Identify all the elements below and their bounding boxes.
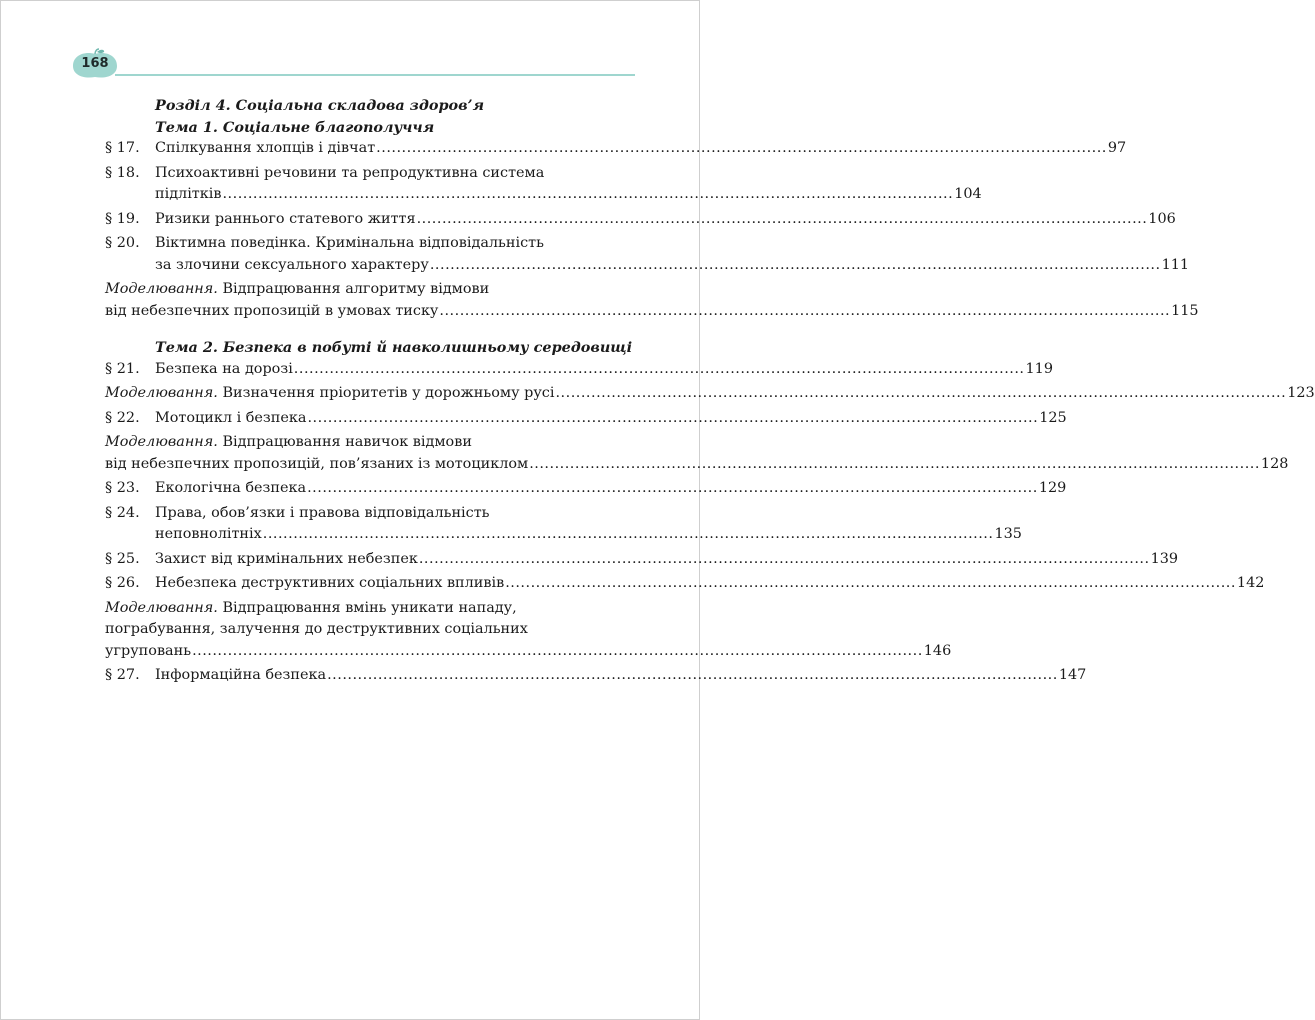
entry-title: підлітків (155, 186, 222, 202)
page-number-badge (71, 49, 119, 77)
dot-leader: ................................................................................................................................................ (418, 550, 1150, 567)
modeling-label: Моделювання. (105, 599, 218, 616)
entry-page: 147 (1058, 667, 1087, 683)
dot-leader: ................................................................................................................................................ (262, 526, 994, 542)
toc-entry[interactable] (105, 138, 1127, 160)
entry-page: 142 (1236, 575, 1265, 591)
toc-entry[interactable] (105, 209, 1176, 231)
entry-number: § 23. (105, 480, 140, 496)
topic-title: Тема 1. Соціальне благополуччя (155, 118, 435, 136)
dot-leader: ................................................................................................................................................ (439, 302, 1171, 319)
toc-entry[interactable] (105, 233, 1190, 276)
toc-entry[interactable] (105, 665, 1087, 687)
entry-title: Небезпека деструктивних соціальних впливів (155, 575, 505, 591)
toc-modeling-entry[interactable] (105, 279, 1199, 322)
entry-page: 106 (1148, 210, 1176, 227)
entry-page: 115 (1171, 302, 1199, 319)
entry-title: угруповань (105, 642, 192, 659)
entry-title: Інформаційна безпека (155, 667, 327, 683)
section-title: Розділ 4. Соціальна складова здоров’я (155, 97, 485, 114)
toc-entry[interactable] (105, 163, 982, 206)
header-rule (115, 74, 635, 76)
entry-page: 129 (1038, 480, 1067, 496)
dot-leader: ................................................................................................................................................ (529, 455, 1260, 472)
entry-number: § 20. (105, 235, 140, 251)
entry-title-line: Права, обов’язки і правова відповідальність (155, 504, 490, 521)
dot-leader: ................................................................................................................................................ (555, 385, 1287, 401)
entry-number: § 27. (105, 667, 140, 683)
entry-title: від небезпечних пропозицій, пов’язаних із мотоциклом (105, 455, 529, 472)
entry-title: від небезпечних пропозицій в умовах тиску (105, 302, 439, 319)
entry-page: 139 (1150, 550, 1179, 567)
dot-leader: ................................................................................................................................................ (192, 642, 923, 659)
dot-leader: ................................................................................................................................................ (307, 480, 1038, 496)
toc-modeling-entry[interactable] (105, 383, 1315, 405)
dot-leader: ................................................................................................................................................ (222, 186, 954, 202)
entry-number: § 22. (105, 409, 140, 426)
entry-title: Спілкування хлопців і дівчат (155, 140, 376, 156)
entry-number: § 26. (105, 575, 140, 591)
page-number: 168 (81, 56, 109, 71)
entry-title: Визначення пріоритетів у дорожньому русі (222, 385, 555, 401)
modeling-label: Моделювання. (105, 385, 218, 401)
entry-title-line: пограбування, залучення до деструктивних соціальних (105, 621, 528, 637)
entry-number: § 18. (105, 164, 140, 181)
entry-title: неповнолітніх (155, 526, 262, 542)
entry-page: 125 (1039, 409, 1067, 426)
entry-page: 146 (923, 642, 952, 659)
dot-leader: ................................................................................................................................................ (505, 575, 1236, 591)
entry-title-line: Відпрацювання алгоритму відмови (222, 281, 490, 297)
dot-leader: ................................................................................................................................................ (416, 210, 1148, 227)
dot-leader: ................................................................................................................................................ (376, 140, 1107, 156)
modeling-label: Моделювання. (105, 281, 218, 297)
entry-number: § 21. (105, 360, 140, 377)
entry-number: § 19. (105, 210, 140, 227)
entry-title-line: Відпрацювання навичок відмови (222, 434, 472, 450)
dot-leader: ................................................................................................................................................ (327, 667, 1058, 683)
toc-modeling-entry[interactable] (105, 598, 952, 663)
entry-title-line: Відпрацювання вмінь уникати нападу, (222, 599, 517, 616)
entry-number: § 25. (105, 550, 140, 567)
entry-title: Екологічна безпека (155, 480, 307, 496)
entry-title: Захист від кримінальних небезпек (155, 550, 418, 567)
toc-entry[interactable] (105, 478, 1067, 500)
entry-title: Мотоцикл і безпека (155, 409, 307, 426)
modeling-label: Моделювання. (105, 434, 218, 450)
entry-number: § 24. (105, 504, 140, 521)
entry-page: 135 (994, 526, 1022, 542)
toc-entry[interactable] (105, 359, 1053, 381)
dot-leader: ................................................................................................................................................ (307, 409, 1039, 426)
toc-entry[interactable] (105, 408, 1067, 430)
entry-title: Безпека на дорозі (155, 360, 293, 377)
entry-title: за злочини сексуального характеру (155, 256, 429, 273)
entry-title-line: Психоактивні речовини та репродуктивна система (155, 164, 545, 181)
toc-modeling-entry[interactable] (105, 432, 1289, 475)
page-header (71, 45, 635, 79)
toc-entry[interactable] (105, 573, 1265, 595)
entry-page: 97 (1107, 140, 1127, 156)
table-of-contents (105, 95, 1315, 690)
toc-entry[interactable] (105, 549, 1179, 571)
dot-leader: ................................................................................................................................................ (293, 360, 1025, 377)
dot-leader: ................................................................................................................................................ (429, 256, 1161, 273)
toc-entry[interactable] (105, 503, 1022, 546)
entry-number: § 17. (105, 140, 140, 156)
entry-page: 128 (1260, 455, 1289, 472)
entry-page: 123 (1287, 385, 1315, 401)
entry-page: 104 (954, 186, 982, 202)
topic-title: Тема 2. Безпека в побуті й навколишньому середовищі (155, 339, 633, 356)
entry-page: 111 (1161, 256, 1190, 273)
entry-title: Ризики раннього статевого життя (155, 210, 416, 227)
entry-title-line: Віктимна поведінка. Кримінальна відповідальність (155, 235, 544, 251)
entry-page: 119 (1025, 360, 1053, 377)
